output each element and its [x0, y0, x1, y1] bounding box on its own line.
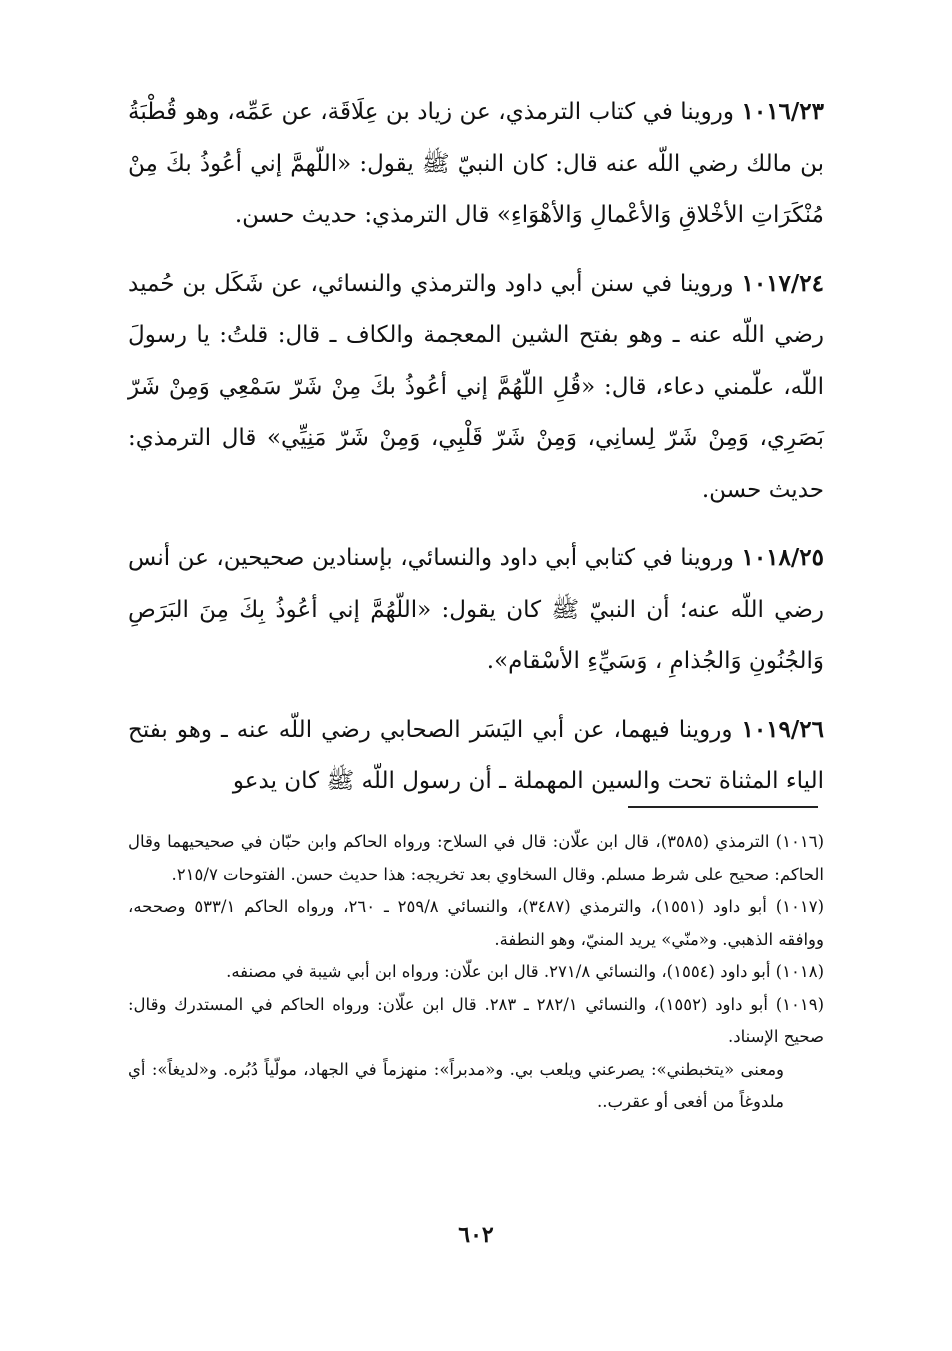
footnote-1019	[128, 989, 824, 1054]
hadith-text: وروينا في كتابي أبي داود والنسائي، بإسنادين صحيحين، عن أنس رضي اللّه عنه؛ أن النبيّ ﷺ كان يقول: «اللّهُمَّ إني أعُوذُ بِكَ مِنَ البَرَصِ وَالجُنُونِ وَالجُذامِ ، وَسَيِّءِ الأسْقام».	[128, 545, 824, 674]
footnote-separator	[628, 806, 818, 808]
hadith-text: وروينا في سنن أبي داود والترمذي والنسائي، عن شَكَل بن حُميد رضي اللّه عنه ـ وهو بفتح الشين المعجمة والكاف ـ قال: قلتُ: يا رسولَ اللّه، علّمني دعاء، قال: «قُلِ اللّهُمَّ إني أعُوذُ بكَ مِنْ شَرّ سَمْعِي وَمِنْ شَرّ بَصَرِي، وَمِنْ شَرّ لِسانِي، وَمِنْ شَرّ قَلْبِي، وَمِنْ شَرّ مَنِيِّي» قال الترمذي: حديث حسن.	[128, 270, 824, 503]
footnote-ref: (١٠١٩)	[775, 994, 825, 1014]
footnote-1016	[128, 826, 824, 891]
paragraph-1019	[128, 704, 824, 808]
footnote-glossary: ومعنى «يتخبطني»: يصرعني ويلعب بي. و«مدبراً»: منهزماً في الجهاد، مولّياً دُبُره. و«لديغاً»: أي ملدوغاً من أفعى أو عقرب..	[128, 1059, 784, 1111]
footnote-1017	[128, 891, 824, 956]
footnote-text: أبو داود (١٥٥١)، والترمذي (٣٤٨٧)، والنسائي ٢٥٩/٨ ـ ٢٦٠، ورواه الحاكم ٥٣٣/١ وصححه، ووافقه الذهبي. و«منّي» يريد المنيّ، وهو النطفة.	[128, 897, 824, 949]
hadith-number: ١٠١٧/٢٤	[741, 269, 824, 297]
page-number: ٦٠٢	[458, 1222, 494, 1248]
footnote-1018	[128, 956, 824, 989]
hadith-number: ١٠١٩/٢٦	[741, 715, 824, 743]
paragraph-1017	[128, 258, 824, 517]
hadith-number: ١٠١٨/٢٥	[741, 544, 824, 571]
paragraph-1016	[128, 86, 824, 242]
footnote-text: أبو داود (١٥٥٤)، والنسائي ٢٧١/٨. قال ابن علّان: ورواه ابن أبي شيبة في مصنفه.	[226, 962, 771, 981]
main-text	[128, 86, 824, 824]
paragraph-1018	[128, 532, 824, 688]
hadith-text: وروينا في كتاب الترمذي، عن زياد بن عِلَاقَة، عن عَمِّه، وهو قُطْبَةُ بن مالك رضي اللّه عنه قال: كان النبيّ ﷺ يقول: «اللّهمَّ إني أعُوذُ بكَ مِنْ مُنْكَرَاتِ الأخْلاقِ وَالأعْمالِ وَالأهْوَاءِ» قال الترمذي: حديث حسن.	[128, 99, 824, 228]
hadith-text: وروينا فيهما، عن أبي اليَسَر الصحابي رضي اللّه عنه ـ وهو بفتح الياء المثناة تحت والسين المهملة ـ أن رسول اللّه ﷺ كان يدعو	[128, 716, 824, 794]
footnote-ref: (١٠١٨)	[775, 962, 824, 981]
footnotes	[128, 826, 824, 1119]
footnote-ref: (١٠١٧)	[775, 897, 825, 916]
hadith-number: ١٠١٦/٢٣	[741, 98, 825, 125]
footnote-ref: (١٠١٦)	[775, 832, 824, 851]
footnote-text: أبو داود (١٥٥٢)، والنسائي ٢٨٢/١ ـ ٢٨٣. قال ابن علّان: ورواه الحاكم في المستدرك وقال: صحيح الإسناد.	[128, 994, 824, 1046]
footnote-text: الترمذي (٣٥٨٥)، قال ابن علّان: قال في السلاح: ورواه الحاكم وابن حبّان في صحيحيهما وقال الحاكم: صحيح على شرط مسلم. وقال السخاوي بعد تخريجه: هذا حديث حسن. الفتوحات ٢١٥/٧.	[128, 832, 824, 884]
